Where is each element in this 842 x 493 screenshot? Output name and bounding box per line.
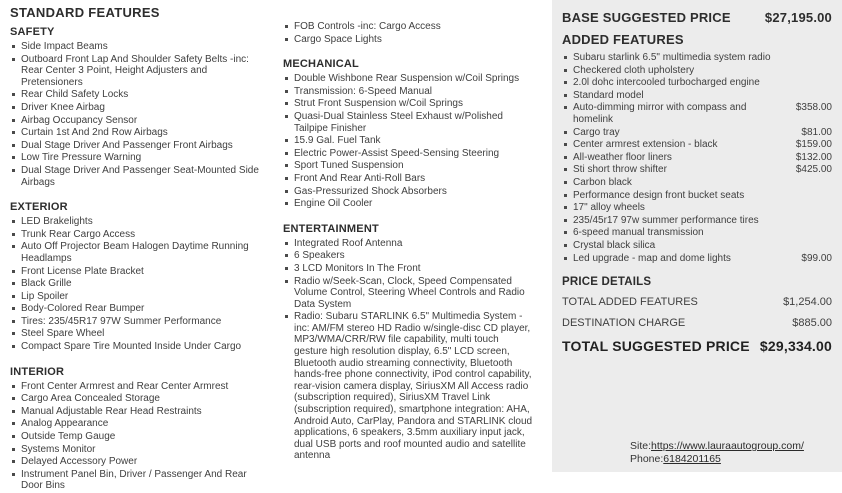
feature-item [10, 241, 268, 264]
site-label: Site: [630, 440, 652, 452]
added-feature-label: Center armrest extension - black [573, 139, 718, 151]
bullet-icon [564, 94, 567, 97]
feature-item [10, 89, 268, 101]
price-detail-label: DESTINATION CHARGE [562, 317, 686, 330]
feature-item-text: Steel Spare Wheel [21, 328, 105, 340]
bullet-icon [12, 345, 15, 348]
standard-features-column-1 [10, 5, 268, 493]
feature-item [10, 229, 268, 241]
feature-item-text: LED Brakelights [21, 216, 93, 228]
feature-item-text: Gas-Pressurized Shock Absorbers [294, 185, 447, 197]
base-price-row [562, 10, 832, 25]
feature-item [283, 186, 533, 198]
feature-item [283, 148, 533, 160]
added-feature-item [562, 240, 832, 252]
added-feature-item [562, 77, 832, 89]
price-detail-row [562, 296, 832, 308]
feature-item-text: Driver Knee Airbag [21, 101, 105, 113]
added-feature-item [562, 227, 832, 239]
section-title: EXTERIOR [10, 201, 68, 214]
feature-section [283, 58, 533, 210]
bullet-icon [285, 115, 288, 118]
feature-item [283, 250, 533, 262]
bullet-icon [285, 90, 288, 93]
feature-item-text: Integrated Roof Antenna [294, 237, 403, 249]
bullet-icon [12, 93, 15, 96]
feature-item-text: Rear Child Safety Locks [21, 89, 129, 101]
feature-item-text: Engine Oil Cooler [294, 198, 373, 210]
feature-item-text: 3 LCD Monitors In The Front [294, 262, 421, 274]
bullet-icon [564, 69, 567, 72]
feature-item-text: Sport Tuned Suspension [294, 160, 404, 172]
bullet-icon [285, 190, 288, 193]
feature-item [283, 173, 533, 185]
base-price-label: BASE SUGGESTED PRICE [562, 10, 731, 25]
bullet-icon [12, 435, 15, 438]
bullet-icon [285, 38, 288, 41]
feature-item-text: Radio w/Seek-Scan, Clock, Speed Compensated Volume Control, Steering Wheel Controls and Radio Data System [294, 275, 525, 310]
added-feature-label: Subaru starlink 6.5" multimedia system radio [573, 52, 771, 63]
added-feature-label: Checkered cloth upholstery [573, 64, 695, 76]
bullet-icon [564, 81, 567, 84]
bullet-icon [12, 410, 15, 413]
feature-item [10, 102, 268, 114]
feature-item [10, 328, 268, 340]
added-feature-price: $81.00 [801, 126, 832, 138]
feature-item [10, 406, 268, 418]
feature-item-text: Lip Spoiler [21, 290, 69, 302]
feature-item [283, 311, 533, 462]
bullet-icon [564, 181, 567, 184]
bullet-icon [12, 45, 15, 48]
added-features-title: ADDED FEATURES [562, 32, 684, 47]
added-feature-price: $132.00 [795, 151, 832, 163]
bullet-icon [564, 244, 567, 247]
added-feature-label: 2.0l dohc intercooled turbocharged engine [573, 77, 760, 89]
feature-item [283, 198, 533, 210]
feature-items [10, 216, 268, 353]
section-title: INTERIOR [10, 365, 65, 378]
added-feature-item [562, 202, 832, 214]
price-detail-label: TOTAL ADDED FEATURES [562, 296, 698, 309]
added-feature-label: Cargo tray [573, 126, 620, 138]
feature-item [10, 393, 268, 405]
feature-item-text: Compact Spare Tire Mounted Inside Under Cargo [21, 341, 242, 353]
bullet-icon [12, 245, 15, 248]
feature-item [10, 444, 268, 456]
added-features-list [562, 52, 832, 264]
feature-item [10, 41, 268, 53]
added-feature-item [562, 127, 832, 139]
added-feature-item [562, 177, 832, 189]
price-details-title: PRICE DETAILS [562, 276, 652, 289]
feature-item [10, 291, 268, 303]
base-price-value: $27,195.00 [764, 10, 832, 25]
feature-items [10, 41, 268, 188]
added-feature-label: Crystal black silica [573, 239, 656, 251]
feature-item-text: Outside Temp Gauge [21, 431, 116, 443]
added-feature-label: 17" alloy wheels [573, 202, 645, 214]
feature-item-text: 15.9 Gal. Fuel Tank [294, 135, 381, 147]
bullet-icon [564, 106, 567, 109]
feature-item [10, 456, 268, 468]
bullet-icon [12, 473, 15, 476]
added-feature-label: Carbon black [573, 176, 632, 188]
bullet-icon [285, 267, 288, 270]
added-feature-price: $358.00 [795, 102, 832, 114]
feature-items [283, 21, 533, 45]
bullet-icon [564, 131, 567, 134]
feature-items [283, 73, 533, 210]
feature-item [283, 86, 533, 98]
feature-item-text: Black Grille [21, 278, 72, 290]
feature-item [283, 21, 533, 33]
bullet-icon [564, 168, 567, 171]
added-feature-item [562, 164, 832, 176]
bullet-icon [12, 220, 15, 223]
bullet-icon [12, 332, 15, 335]
bullet-icon [285, 254, 288, 257]
feature-item [10, 341, 268, 353]
phone-line [630, 453, 804, 466]
added-feature-item [562, 52, 832, 64]
bullet-icon [12, 320, 15, 323]
added-feature-price: $425.00 [795, 164, 832, 176]
standard-features-column-2 [283, 21, 533, 463]
bullet-icon [12, 448, 15, 451]
site-line [630, 440, 804, 453]
total-suggested-price-row [562, 338, 832, 354]
section-title: MECHANICAL [283, 58, 359, 71]
feature-section [283, 223, 533, 462]
bullet-icon [12, 233, 15, 236]
feature-item-text: Trunk Rear Cargo Access [21, 228, 136, 240]
bullet-icon [564, 56, 567, 59]
feature-item-text: Front Center Armrest and Rear Center Armrest [21, 380, 229, 392]
bullet-icon [12, 169, 15, 172]
bullet-icon [12, 106, 15, 109]
added-feature-item [562, 253, 832, 265]
total-suggested-price-label: TOTAL SUGGESTED PRICE [562, 338, 750, 355]
bullet-icon [285, 164, 288, 167]
feature-item [283, 160, 533, 172]
feature-item [10, 303, 268, 315]
added-feature-label: Led upgrade - map and dome lights [573, 252, 731, 264]
feature-item-text: Front License Plate Bracket [21, 265, 144, 277]
price-details-list [562, 296, 832, 329]
added-feature-item [562, 65, 832, 77]
feature-item-text: Instrument Panel Bin, Driver / Passenger And Rear Door Bins [21, 468, 247, 492]
feature-sections-list-1 [10, 26, 268, 492]
feature-item [10, 54, 268, 89]
feature-item-text: Front And Rear Anti-Roll Bars [294, 172, 426, 184]
added-feature-label: Auto-dimming mirror with compass and homelink [573, 102, 747, 125]
feature-item-text: Radio: Subaru STARLINK 6.5" Multimedia System -inc: AM/FM stereo HD Radio w/single-disc CD player, MP3/WMA/CRR/RW file capability, multi touch gesture high resolution display, 6.5" LCD screen, Bluetooth audio streaming connectivity, Bluetooth hands-free phone connectivity, iPod control capability, rear-vision camera display, SiriusXM All Access radio (subscription required), SiriusXM Travel Link (subscription required), smartphone integration: AHA, Android Auto, CarPlay, Pandora and STARLINK cloud applications, 6 speakers, 3.5mm auxiliary input jack, dual USB ports and roof mounted audio and satellite antenna [294, 311, 533, 462]
bullet-icon [564, 194, 567, 197]
feature-item-text: Transmission: 6-Speed Manual [294, 85, 433, 97]
bullet-icon [285, 280, 288, 283]
feature-item-text: Body-Colored Rear Bumper [21, 303, 145, 315]
feature-section [283, 21, 533, 45]
bullet-icon [12, 58, 15, 61]
added-feature-item [562, 139, 832, 151]
feature-item-text: Curtain 1st And 2nd Row Airbags [21, 127, 168, 139]
bullet-icon [12, 156, 15, 159]
feature-item [283, 98, 533, 110]
added-feature-price: $99.00 [801, 252, 832, 264]
feature-item [10, 127, 268, 139]
section-title: SAFETY [10, 26, 55, 38]
feature-item-text: Airbag Occupancy Sensor [21, 114, 138, 126]
standard-features-title: STANDARD FEATURES [10, 5, 160, 20]
feature-item-text: FOB Controls -inc: Cargo Access [294, 21, 441, 32]
feature-item [10, 140, 268, 152]
price-detail-value: $885.00 [792, 317, 832, 330]
bullet-icon [12, 282, 15, 285]
added-feature-label: Sti short throw shifter [573, 164, 667, 176]
feature-item-text: Dual Stage Driver And Passenger Seat-Mounted Side Airbags [21, 164, 259, 188]
feature-item-text: Quasi-Dual Stainless Steel Exhaust w/Polished Tailpipe Finisher [294, 110, 503, 134]
feature-item-text: Delayed Accessory Power [21, 456, 138, 468]
feature-item-text: Systems Monitor [21, 443, 96, 455]
bullet-icon [285, 315, 288, 318]
bullet-icon [12, 144, 15, 147]
bullet-icon [285, 242, 288, 245]
bullet-icon [12, 422, 15, 425]
bullet-icon [564, 219, 567, 222]
bullet-icon [12, 131, 15, 134]
feature-item-text: Outboard Front Lap And Shoulder Safety Belts -inc: Rear Center 3 Point, Height Adjusters and Pretensioners [21, 53, 249, 88]
bullet-icon [12, 385, 15, 388]
section-title: ENTERTAINMENT [283, 222, 379, 235]
feature-item [283, 34, 533, 46]
feature-item [10, 115, 268, 127]
bullet-icon [12, 460, 15, 463]
feature-item-text: Cargo Space Lights [294, 33, 382, 45]
feature-item-text: Analog Appearance [21, 418, 109, 430]
feature-item-text: Electric Power-Assist Speed-Sensing Steering [294, 147, 500, 159]
feature-item [283, 263, 533, 275]
bullet-icon [564, 143, 567, 146]
bullet-icon [564, 156, 567, 159]
feature-item [283, 73, 533, 85]
feature-section [10, 201, 268, 353]
feature-items [10, 381, 268, 492]
bullet-icon [564, 257, 567, 260]
price-detail-value: $1,254.00 [783, 296, 832, 309]
bullet-icon [285, 102, 288, 105]
feature-item [10, 216, 268, 228]
feature-item-text: Tires: 235/45R17 97W Summer Performance [21, 315, 222, 327]
bullet-icon [564, 231, 567, 234]
feature-item [10, 469, 268, 492]
feature-item [283, 135, 533, 147]
bullet-icon [285, 77, 288, 80]
price-panel [552, 0, 842, 472]
price-detail-row [562, 317, 832, 329]
bullet-icon [285, 152, 288, 155]
bullet-icon [12, 295, 15, 298]
feature-item [10, 418, 268, 430]
feature-item [10, 152, 268, 164]
added-feature-label: 235/45r17 97w summer performance tires [573, 214, 759, 226]
bullet-icon [285, 139, 288, 142]
bullet-icon [564, 206, 567, 209]
bullet-icon [285, 202, 288, 205]
bullet-icon [285, 25, 288, 28]
feature-item-text: Cargo Area Concealed Storage [21, 393, 160, 405]
dealer-contact [630, 440, 804, 465]
added-feature-price: $159.00 [795, 139, 832, 151]
added-feature-label: 6-speed manual transmission [573, 227, 704, 239]
bullet-icon [12, 119, 15, 122]
feature-sections-list-2 [283, 21, 533, 462]
feature-item-text: Dual Stage Driver And Passenger Front Airbags [21, 139, 233, 151]
feature-item [10, 278, 268, 290]
added-feature-item [562, 190, 832, 202]
site-link[interactable]: https://www.lauraautogroup.com/ [651, 440, 804, 452]
feature-items [283, 238, 533, 462]
added-feature-label: Standard model [573, 89, 644, 101]
bullet-icon [285, 177, 288, 180]
bullet-icon [12, 397, 15, 400]
total-suggested-price-value: $29,334.00 [759, 338, 832, 355]
feature-item-text: Side Impact Beams [21, 41, 108, 52]
added-feature-item [562, 215, 832, 227]
bullet-icon [12, 307, 15, 310]
feature-item-text: Low Tire Pressure Warning [21, 152, 142, 164]
feature-item [10, 266, 268, 278]
feature-item [10, 316, 268, 328]
feature-section [10, 366, 268, 492]
feature-item [283, 238, 533, 250]
added-feature-label: Performance design front bucket seats [573, 189, 745, 201]
feature-item [283, 111, 533, 134]
added-feature-item [562, 90, 832, 102]
phone-link[interactable]: 6184201165 [663, 452, 721, 465]
feature-item-text: Auto Off Projector Beam Halogen Daytime Running Headlamps [21, 241, 249, 264]
feature-item-text: 6 Speakers [294, 250, 345, 262]
feature-item-text: Manual Adjustable Rear Head Restraints [21, 405, 202, 417]
bullet-icon [12, 270, 15, 273]
feature-item-text: Double Wishbone Rear Suspension w/Coil Springs [294, 73, 520, 85]
added-feature-label: All-weather floor liners [573, 151, 672, 163]
added-feature-item [562, 102, 832, 125]
feature-item [10, 381, 268, 393]
feature-section [10, 26, 268, 188]
phone-label: Phone: [630, 452, 664, 465]
feature-item [283, 276, 533, 311]
feature-item [10, 431, 268, 443]
feature-item-text: Strut Front Suspension w/Coil Springs [294, 98, 463, 110]
feature-item [10, 165, 268, 188]
added-feature-item [562, 152, 832, 164]
